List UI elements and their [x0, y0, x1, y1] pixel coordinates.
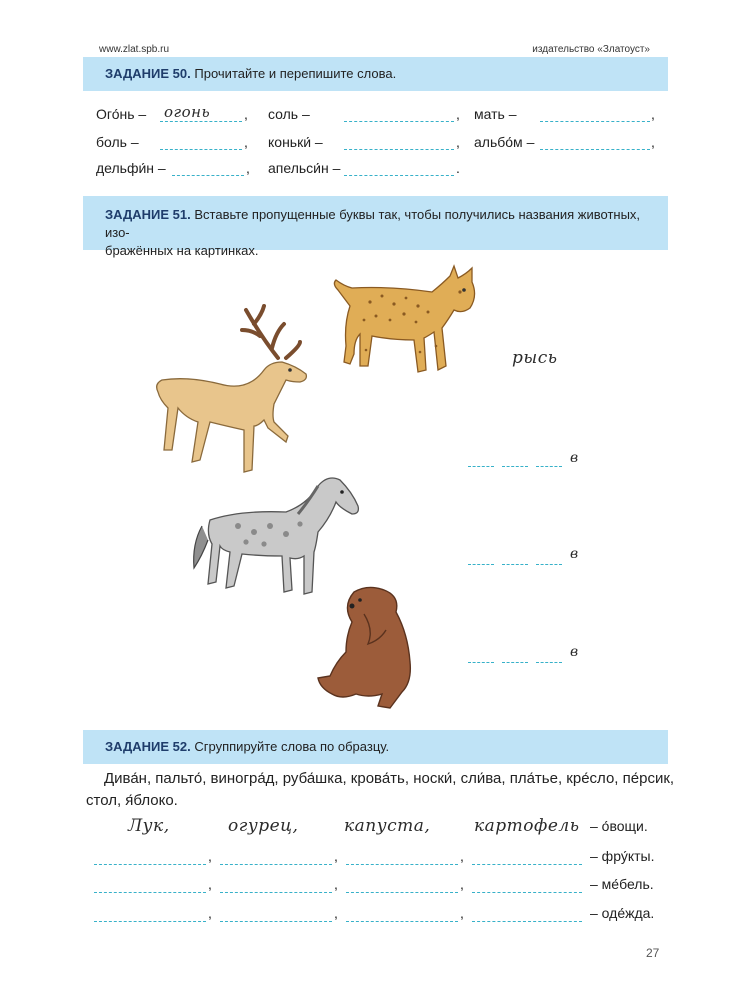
letter-blank: [536, 466, 562, 467]
writing-line: [472, 864, 582, 865]
example-word-4: картофель: [474, 816, 580, 836]
deer-illustration: [150, 300, 315, 485]
word: альбо́м –: [474, 134, 535, 150]
writing-line: [344, 121, 454, 122]
writing-line: [160, 149, 242, 150]
word: боль –: [96, 134, 139, 150]
word: коньки́ –: [268, 134, 323, 150]
word: соль –: [268, 106, 310, 122]
letter-blank: [502, 564, 528, 565]
letter-blank: [536, 564, 562, 565]
letter-blank: [502, 466, 528, 467]
writing-line: [540, 149, 650, 150]
page-number: 27: [646, 946, 660, 960]
category-vegetables: – о́вощи.: [590, 818, 648, 834]
word: Ого́нь –: [96, 106, 147, 122]
writing-line: [344, 149, 454, 150]
given-letter: в: [570, 450, 579, 466]
writing-line: [94, 892, 206, 893]
writing-line: [94, 864, 206, 865]
task-52-text: Сгруппируйте слова по образцу.: [194, 739, 390, 754]
task-50-label: ЗАДАНИЕ 50.: [105, 66, 191, 81]
writing-line: [220, 921, 332, 922]
example-word-3: капуста,: [344, 816, 431, 836]
word-list-line-2: стол, я́блоко.: [86, 792, 178, 809]
task-50-text: Прочитайте и перепишите слова.: [194, 66, 397, 81]
word-list-line-1: Дива́н, пальто́, виногра́д, руба́шка, крова́ть, носки́, сли́ва, пла́тье, кре́сло, пе́рсик,: [104, 770, 675, 787]
writing-line: [346, 921, 458, 922]
writing-line: [346, 892, 458, 893]
task-51-line-1: Вставьте пропущенные буквы так, чтобы получились названия животных, изо-: [105, 207, 641, 240]
letter-blank: [468, 466, 494, 467]
task-51-banner: [83, 196, 668, 258]
task-51-label: ЗАДАНИЕ 51.: [105, 207, 191, 222]
site-url: www.zlat.spb.ru: [99, 44, 170, 55]
word: апельси́н –: [268, 160, 341, 176]
writing-line: [540, 121, 650, 122]
writing-line: [472, 921, 582, 922]
writing-line: [220, 864, 332, 865]
word: дельфи́н –: [96, 160, 166, 176]
task-51-line-2: бражённых на картинках.: [105, 243, 259, 258]
letter-blank: [536, 662, 562, 663]
writing-line: [472, 892, 582, 893]
task-52-label: ЗАДАНИЕ 52.: [105, 739, 191, 754]
task-50-banner: [83, 57, 668, 91]
writing-line: [346, 864, 458, 865]
word: мать –: [474, 106, 517, 122]
writing-line: [160, 121, 242, 122]
writing-line: [94, 921, 206, 922]
writing-line: [220, 892, 332, 893]
letter-blank: [468, 662, 494, 663]
example-word-1: Лук,: [128, 816, 170, 836]
letter-blank: [468, 564, 494, 565]
example-word-2: огурец,: [228, 816, 299, 836]
example-answer: огонь: [164, 103, 211, 121]
given-letter: в: [570, 644, 579, 660]
given-letter: в: [570, 546, 579, 562]
lynx-illustration: [330, 262, 480, 382]
writing-line: [344, 175, 454, 176]
horse-illustration: [190, 470, 370, 600]
bear-illustration: [312, 582, 422, 717]
letter-blank: [502, 662, 528, 663]
category-clothing: – оде́жда.: [590, 905, 655, 921]
example-answer-lynx: рысь: [512, 348, 558, 368]
category-fruits: – фру́кты.: [590, 848, 655, 864]
task-52-banner: [83, 730, 668, 764]
publisher: издательство «Златоуст»: [532, 44, 650, 55]
writing-line: [172, 175, 244, 176]
category-furniture: – ме́бель.: [590, 876, 654, 892]
